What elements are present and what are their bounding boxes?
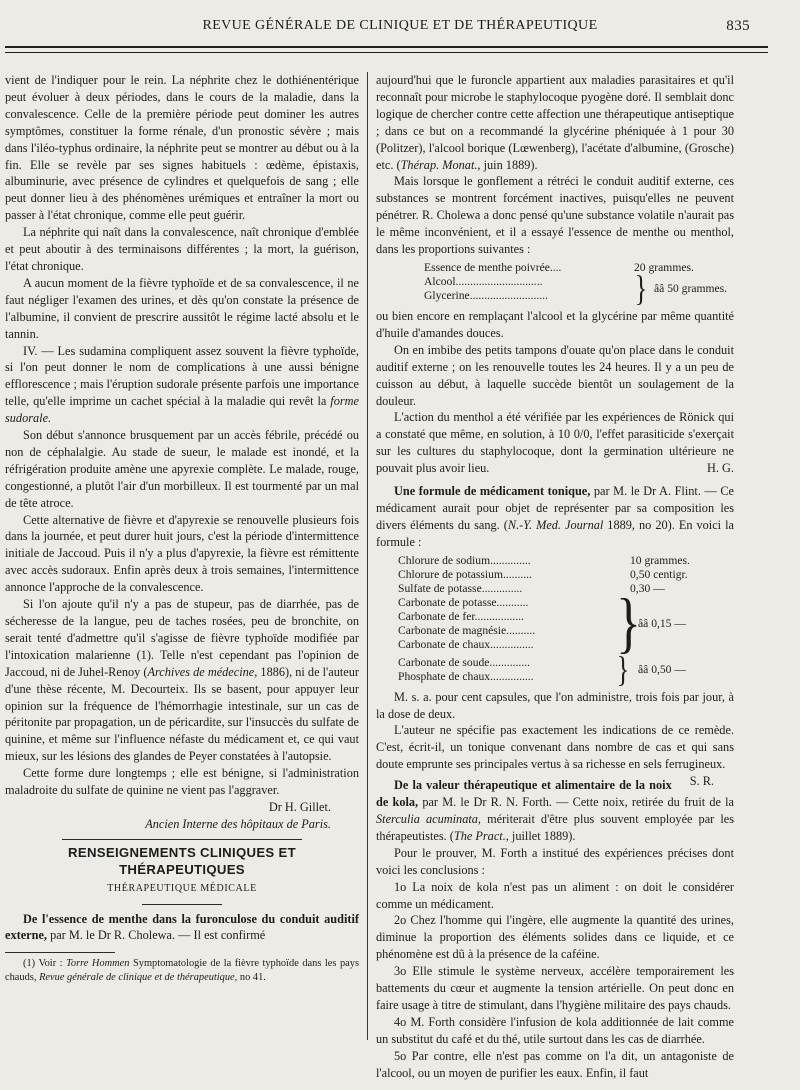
article-title: De la valeur thérapeutique et alimentaire de la noix de kola, [376, 778, 672, 810]
article-intro: juillet 1889). [508, 828, 576, 843]
ingredient: Alcool.............................. [424, 274, 543, 288]
ingredient-quantity: ââ 0,50 — [638, 662, 686, 676]
italic-term: Sterculia acuminata, [376, 812, 481, 826]
paragraph-text: Si l'on ajoute qu'il n'y a pas de stupeur, pas de diarrhée, pas de sécheresse de la langue, peu de taches rosées, peu de bronchite, on serait tenté d'admettre qu'il s'agisse de fièvre typhoïde modifiée par l'intoxication malarienne (1). Telle n'est cependant pas l'opinion de Jaccoud, ni de Juhel-Renoy ( [5, 597, 359, 679]
paragraph: Mais lorsque le gonflement a rétréci le conduit auditif externe, ces substances se montrent forcément inactives, puisqu'elles ne peuvent pénétrer. R. Cholewa a donc pensé qu'une substance volatile n'aurait pas le même inconvénient, et il a essayé l'essence de menthe ou menthol, dans les proportions suivantes : [376, 174, 734, 257]
citation-journal: Archives de médecine, [147, 664, 258, 679]
right-column [376, 72, 734, 1082]
ingredient: Carbonate de fer................. [398, 609, 524, 623]
ingredient: Carbonate de potasse........... [398, 595, 529, 609]
paragraph [376, 409, 734, 477]
paragraph: Pour le prouver, M. Forth a institué des expériences précises dont voici les conclusions : [376, 845, 734, 877]
footnote-author: Torre Hommen [66, 958, 130, 970]
ingredient-quantity: 0,50 centigr. [630, 567, 688, 581]
paragraph [376, 72, 734, 173]
column-divider [367, 72, 368, 1040]
brace-icon: } [634, 267, 648, 309]
author-initials: S. R. [689, 774, 714, 789]
paragraph: vient de l'indiquer pour le rein. La néphrite chez le dothiénentérique peut évoluer à deux périodes, dans le cours de la maladie, dans la convalescence. Celle de la première période peut dominer les autres symptômes, constituer la forme rénale, d'un pronostic sévère ; mais dans l'iléo-typhus ordinaire, la néphrite peut se montrer au début ou à la fin. Elle se revèle par ses signes habituels : œdème, épistaxis, albuminurie, avec présence de cylindres et quelquefois de sang ; elle peut donner lieu à des phénomènes urémiques et entraîner la mort ou passer à l'état chronique, comme elle peut guérir. [5, 73, 359, 223]
left-column [5, 72, 359, 984]
recipe-line [398, 554, 734, 568]
italic-term: forme sudorale. [5, 394, 359, 426]
paragraph [5, 343, 359, 428]
header-rule [5, 46, 768, 48]
ingredient: Phosphate de chaux............... [398, 669, 534, 683]
article-intro: 1889, no 20). En voici la formule : [376, 517, 735, 549]
recipe-menthol [376, 260, 734, 309]
conclusion-item: 3o Elle stimule le système nerveux, accélère temporairement les battements du cœur et augmente la tension artérielle. On peut donc en faire usage à titre de stimulant, dans l'hygiène militaire des pays chauds. [376, 964, 734, 1012]
paragraph [5, 596, 359, 765]
ingredient-quantity: 20 grammes. [634, 260, 694, 274]
paragraph: ou bien encore en remplaçant l'alcool et la glycérine par même quantité d'huile d'amandes douces. [376, 308, 734, 340]
author-signature: Dr H. Gillet. [268, 799, 331, 814]
footnote-rule [5, 952, 115, 953]
ingredient-group [398, 596, 616, 652]
paragraph: A aucun moment de la fièvre typhoïde et de sa convalescence, il ne faut négliger l'examen des urines, et dès qu'on constate la présence de l'albumine, il convient de prescrire aussitôt le régime lacté absolu et le tannin. [5, 275, 359, 341]
article-intro: par M. le Dr R. N. Forth. — Cette noix, retirée du fruit de la [418, 795, 735, 810]
ingredient-quantity: ââ 0,15 — [638, 616, 686, 630]
recipe-tonic [376, 553, 734, 690]
brace-icon: } [616, 585, 641, 661]
section-title: RENSEIGNEMENTS CLINIQUES ET THÉRAPEUTIQUES [68, 844, 296, 877]
paragraph-text: L'auteur ne spécifie pas exactement les indications de ce remède. C'est, écrit-il, un tonique convenant dans nombre de cas et qui sans doute emprunte ses principales vertus à sa richesse en sels ferrugineux. [376, 723, 734, 772]
running-head [0, 18, 800, 40]
ingredient: Carbonate de soude.............. [398, 655, 531, 669]
conclusion-item: 4o M. Forth considère l'infusion de kola additionnée de lait comme un substitut du café et du thé, utile surtout dans les cas de diarrhée. [376, 1014, 734, 1046]
paragraph-text: aujourd'hui que le furoncle appartient aux maladies parasitaires et qu'il reconnaît pour microbe le staphylocoque pyogène doré. Il semblait donc logique de chercher contre cette affection une thérapeutique antiseptique ; dans ce but on a recommandé la glycérine phéniquée à 1 pour 30 (Politzer), l'alcool borique (Lœwenberg), l'acétate d'albumine, (Grosche) etc. ( [376, 73, 734, 172]
citation-journal: N.-Y. Med. Journal [507, 517, 604, 532]
article-lead [376, 483, 734, 551]
recipe-line [398, 582, 734, 596]
ingredient-group [398, 656, 616, 684]
article-title: De l'essence de menthe dans la furonculose du conduit auditif externe, [5, 911, 359, 943]
ingredient-quantity: ââ 50 grammes. [654, 281, 728, 295]
paragraph: Son début s'annonce brusquement par un accès fébrile, précédé ou non de céphalalgie. Au stade de sueur, le malade est inondé, et la réfrigération produite amène une apyrexie complète. Le malade, rouge, congestionné, a plutôt l'air d'un morbilleux. Il est tourmenté par un mal de tête atroce. [5, 428, 359, 510]
article-intro: par M. le Dr R. Cholewa. — Il est confirmé [47, 928, 266, 943]
footnote [5, 957, 359, 984]
recipe-group [398, 648, 734, 690]
ingredient: Carbonate de magnésie.......... [398, 623, 536, 637]
conclusion-item: 2o Chez l'homme qui l'ingère, elle augmente la quantité des urines, diminue la proportion des éléments solides dans ce liquide, et ce phénomène est dû à la présence de la caféine. [376, 913, 734, 962]
ingredient: Chlorure de potassium.......... [398, 567, 532, 581]
ingredient-quantity: 0,30 — [630, 581, 665, 595]
citation-journal: The Pract., [453, 828, 509, 843]
paragraph-text: juin 1889). [480, 157, 538, 172]
header-rule-thin [5, 52, 768, 53]
footnote-journal: Revue générale de clinique et de thérapeutique, [39, 971, 238, 983]
paragraph [376, 722, 734, 789]
footnote-text: Symptomatologie de la fièvre typhoïde dans les pays chauds, [5, 958, 359, 983]
journal-title: REVUE GÉNÉRALE DE CLINIQUE ET DE THÉRAPEUTIQUE [202, 18, 598, 33]
article-intro: par M. le Dr A. Flint. — Ce médicament aurait pour objet de représenter par sa composition les divers éléments du sang. ( [376, 484, 734, 532]
recipe-line [424, 261, 734, 275]
ingredient: Essence de menthe poivrée.... [424, 260, 562, 274]
paragraph: Cette forme dure longtemps ; elle est bénigne, si l'administration maladroite du sulfate de quinine ne vient pas l'aggraver. [5, 766, 359, 798]
ingredient: Glycerine........................... [424, 288, 548, 302]
ingredient-quantity: 10 grammes. [630, 553, 690, 567]
ingredient-group [424, 275, 634, 303]
citation-journal: Thérap. Monat., [400, 157, 481, 172]
article-lead [5, 911, 359, 945]
paragraph: M. s. a. pour cent capsules, que l'on administre, trois fois par jour, à la dose de deux. [376, 689, 734, 721]
section-separator [62, 839, 302, 840]
conclusion-item: 1o La noix de kola n'est pas un aliment : on doit le considérer comme un médicament. [376, 879, 734, 911]
recipe-line [398, 568, 734, 582]
subsection-rule [142, 904, 222, 905]
footnote-text: (1) Voir : [23, 958, 67, 970]
article-intro: mériterait d'être plus souvent employée par les thérapeutistes. ( [376, 812, 734, 843]
paragraph: La néphrite qui naît dans la convalescence, naît chronique d'emblée et peut aboutir à des terminaisons différentes ; la mort, la guérison, l'état chronique. [5, 225, 359, 273]
paragraph: Cette alternative de fièvre et d'apyrexie se renouvelle plusieurs fois dans la journée, et peut durer huit jours, c'est la période d'intermittence initiale de Jaccoud. Puis il n'y a plus d'apyrexie, la fièvre est rémittente avec accès sudoraux. Enfin après deux à trois semaines, l'intermittence annonce l'approche de la convalescence. [5, 512, 359, 595]
paragraph-text: IV. — Les sudamina compliquent assez souvent la fièvre typhoïde, si l'on peut donner le nom de complications à une aussi bénigne efflorescence ; mais l'éruption sudorale présente parfois une importance telle, qu'elle imprime un cachet spécial à la maladie qui revêt la [5, 343, 359, 409]
author-initials: H. G. [707, 461, 734, 476]
footnote-text: no 41. [237, 971, 266, 983]
section-subtitle: THÉRAPEUTIQUE MÉDICALE [107, 882, 257, 894]
ingredient: Chlorure de sodium.............. [398, 553, 531, 567]
brace-icon: } [616, 648, 630, 690]
page-number: 835 [726, 18, 750, 34]
ingredient: Sulfate de potasse.............. [398, 581, 523, 595]
ingredient: Carbonate de chaux............... [398, 637, 534, 651]
article-title: Une formule de médicament tonique, [394, 484, 591, 499]
paragraph: On en imbibe des petits tampons d'ouate qu'on place dans le conduit auditif externe ; on les renouvelle toutes les 24 heures. Il y a un peu de cuisson au début, à laquelle succède bientôt un soulagement de la douleur. [376, 342, 734, 408]
paragraph-text: L'action du menthol a été vérifiée par les expériences de Rönick qui a constaté que même, en solution, à 10 0/0, l'effet parasiticide s'exerçait sur les cultures du staphylocoque, dont la germination ultérieure ne pouvait plus avoir lieu. [376, 410, 734, 476]
paragraph-text: 1886), ni de l'auteur d'une thèse récente, M. Decourteix. Ils se basent, pour appuyer leur opinion sur la fréquence de l'hémorrhagie intestinale, sur un cas de péritonite par propagation, un de péricardite, sur l'insuccès du sulfate de quinine, et même sur l'influence néfaste du médicament et, ce qui vaut mieux, sur les lésions des glandes de Peyer constatées à l'autopsie. [5, 664, 359, 764]
conclusion-item: 5o Par contre, elle n'est pas comme on l'a dit, un antagoniste de l'alcool, ou un moyen de purifier les eaux. Enfin, il faut [376, 1048, 734, 1080]
author-affiliation: Ancien Interne des hôpitaux de Paris. [145, 816, 331, 831]
